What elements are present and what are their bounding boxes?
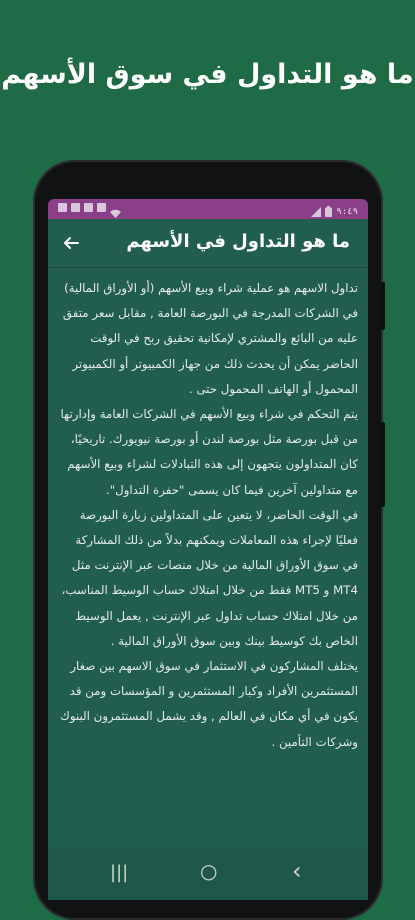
home-button[interactable]: ○ [200, 859, 218, 883]
article-paragraph: يتم التحكم في شراء وبيع الأسهم في الشركات العامة وإدارتها من قبل بورصة مثل بورصة لندن أو بورصة نيويورك. تاريخيًا، كان المتداولون يتجهون إلى هذه التبادلات لشراء وبيع الأسهم مع متداولين آخرين فيما كان يسمى "حفرة التداول". [60, 407, 358, 497]
arrow-back-icon [63, 235, 79, 251]
wifi-icon [110, 203, 121, 212]
page-title: ما هو التداول في الأسهم [126, 231, 350, 252]
status-bar [48, 199, 368, 219]
system-nav-bar [48, 848, 368, 900]
back-button[interactable] [58, 231, 84, 255]
nav-back-button[interactable]: ‹ [292, 857, 302, 885]
power-button [381, 282, 385, 330]
recents-button[interactable]: ||| [110, 862, 129, 883]
app-icon [97, 203, 106, 212]
article-paragraph: في الوقت الحاضر، لا يتعين على المتداولين زيارة البورصة فعليًا لإجراء هذه المعاملات ويمكنهم بدلاً من ذلك المشاركة في سوق الأوراق المالية من خلال منصات عبر الإنترنت مثل MT4 و MT5 فقط من خلال امتلاك حساب الوسيط المناسب، من خلال امتلاك حساب تداول عبر الإنترنت , يعمل الوسيط الخاص بك كوسيط بينك وبين سوق الأوراق المالية . [61, 507, 358, 648]
app-icon [71, 203, 80, 212]
article-paragraph: تداول الاسهم هو عملية شراء وبيع الأسهم (أو الأوراق المالية) في الشركات المدرجة في البورصة العامة , مقابل سعر متفق عليه من البائع والمشتري لإمكانية تحقيق ربح في الوقت الحاضر يمكن أن يحدث ذلك من جهاز الكمبيوتر أو الكمبيوتر المحمول أو الهاتف المحمول حتى . [62, 281, 358, 396]
promo-headline: ما هو التداول في سوق الأسهم [1, 59, 414, 90]
app-bar [48, 219, 368, 268]
article-paragraph: يختلف المشاركون في الاستثمار في سوق الاسهم بين صغار المستثمرين الأفراد وكبار المستثمرين و المؤسسات ومن قد يكون في أي مكان في العالم , وقد يشمل المستثمرون البنوك وشركات التأمين . [60, 659, 358, 749]
app-icon [58, 203, 67, 212]
volume-button [381, 422, 385, 507]
app-screen [48, 199, 368, 900]
app-icon [84, 203, 93, 212]
status-time: ٩:٤٩ [336, 206, 358, 217]
article-body [48, 268, 368, 755]
